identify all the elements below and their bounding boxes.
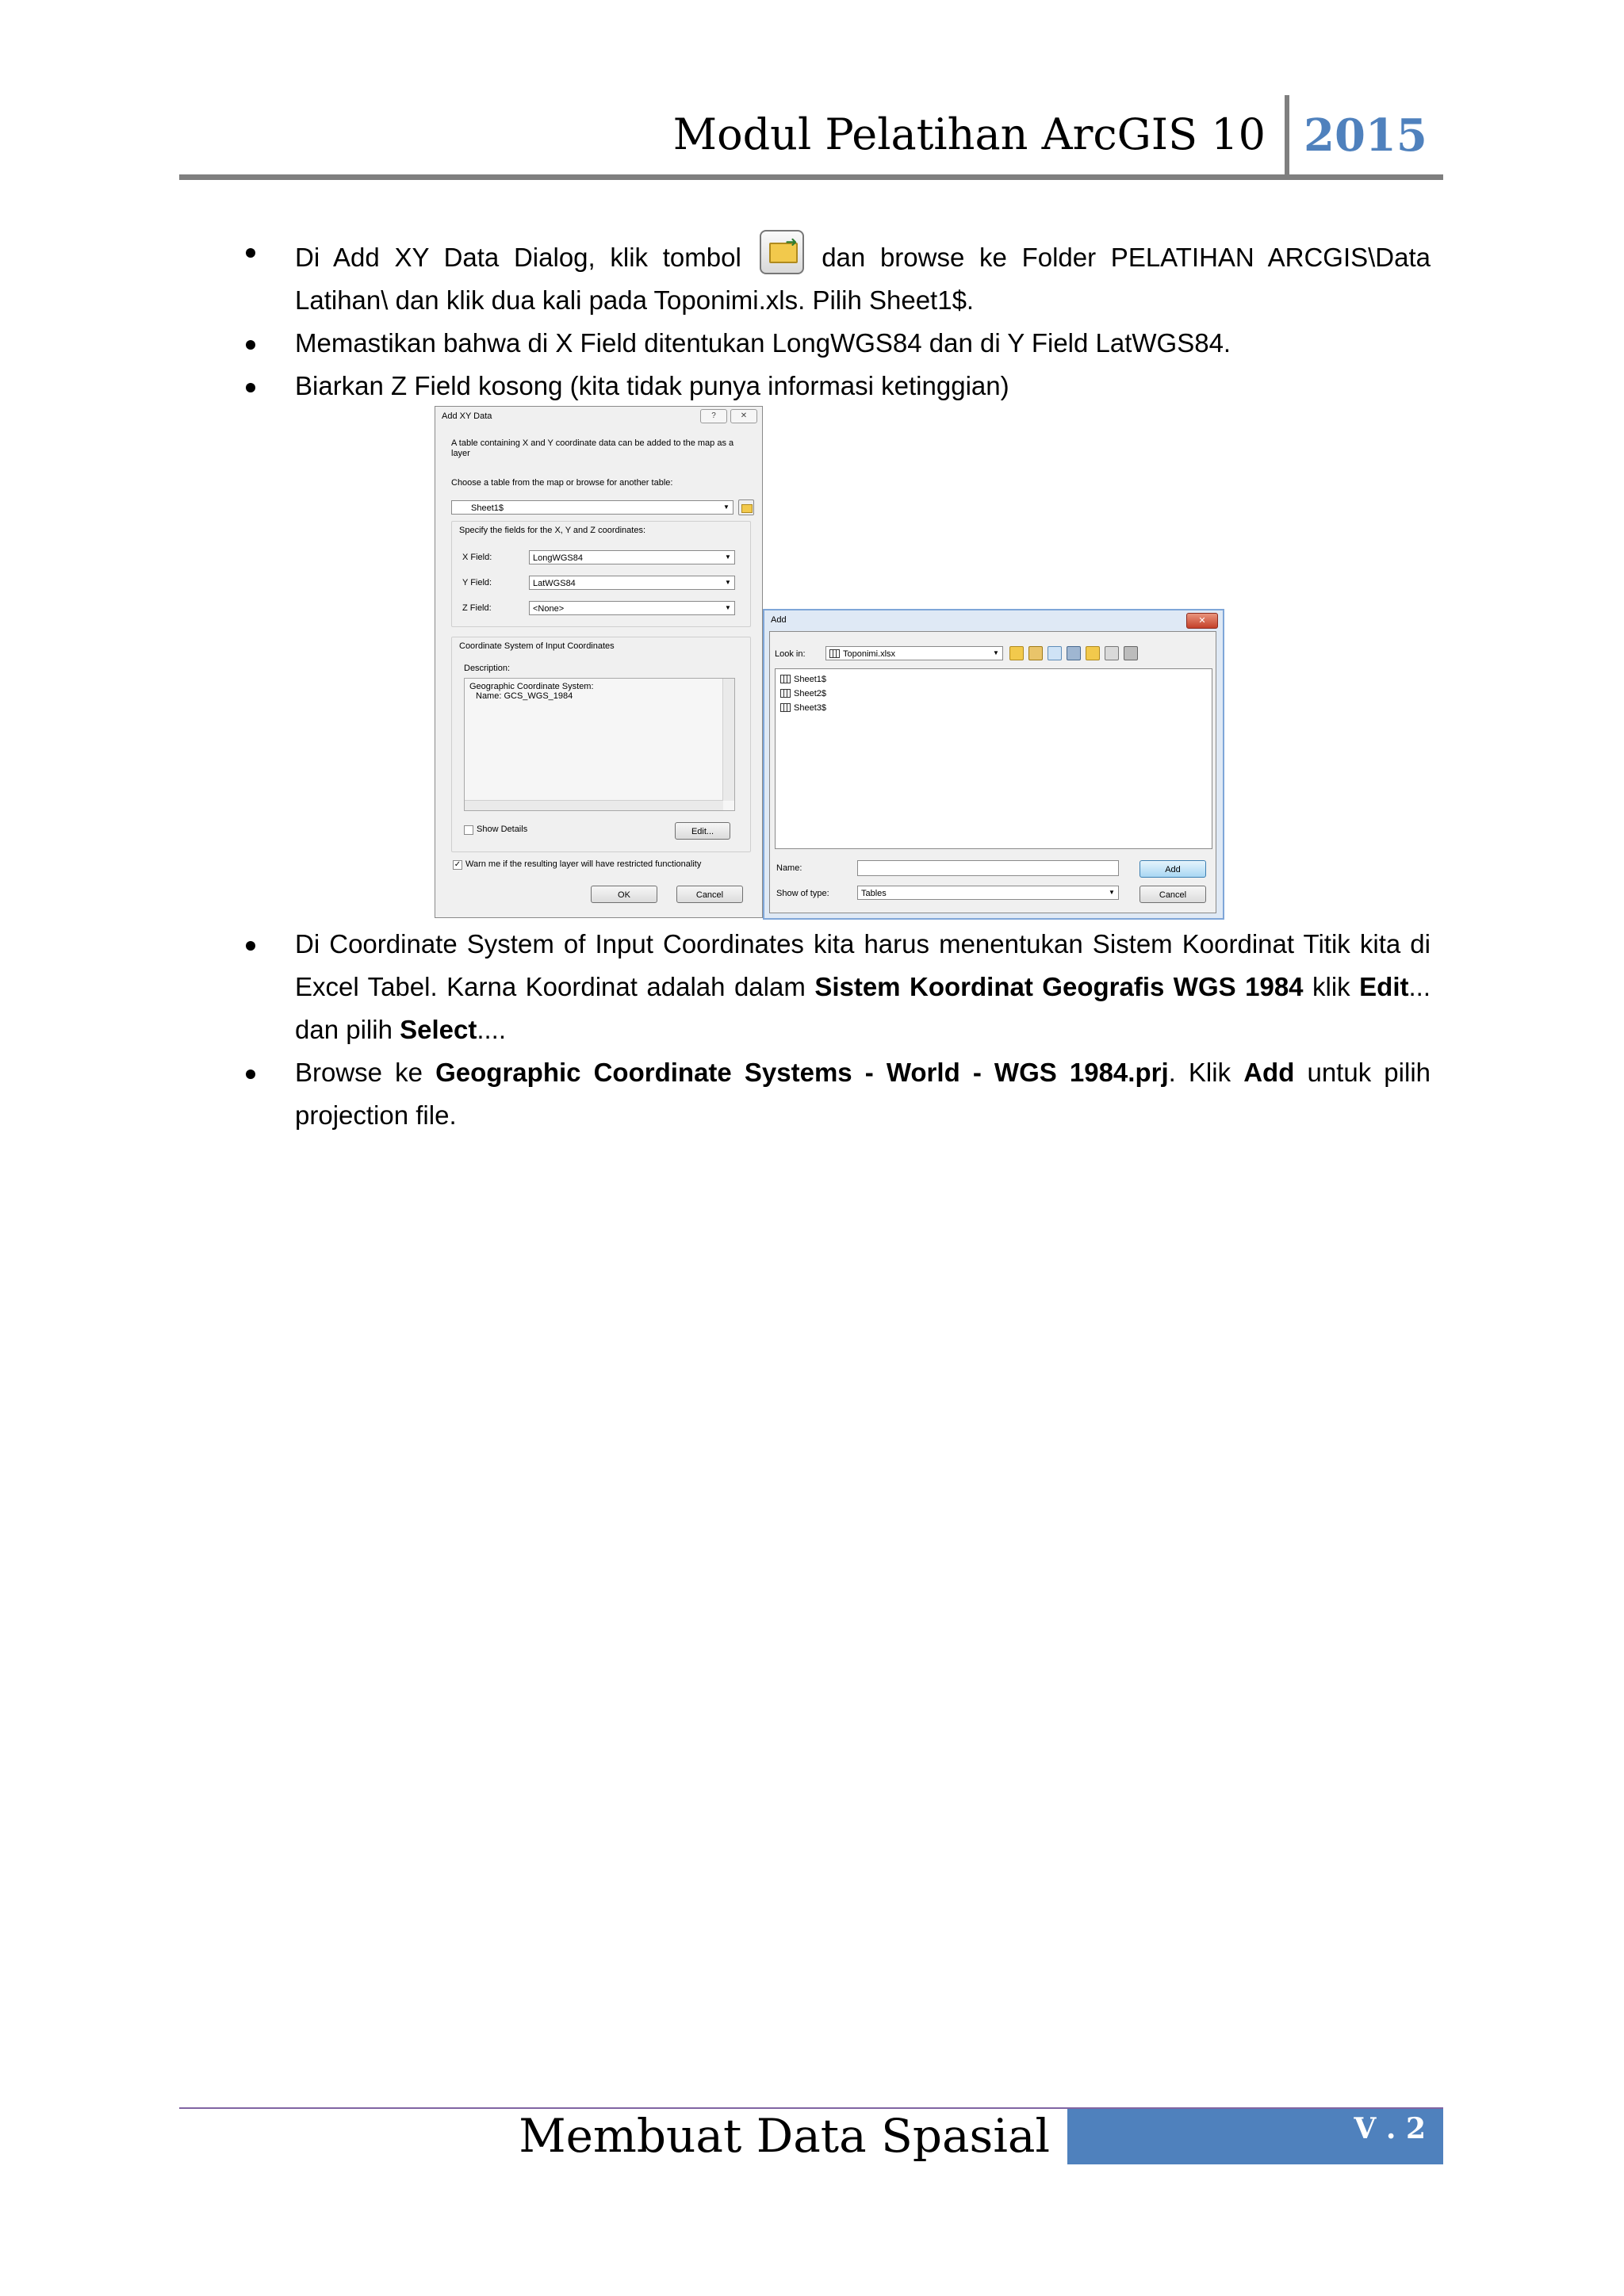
bullet-item bbox=[238, 1051, 1431, 1137]
chevron-down-icon: ▼ bbox=[725, 579, 731, 586]
bullet-bold-text: Select bbox=[400, 1015, 477, 1044]
bullet-list-bottom bbox=[238, 923, 1431, 1137]
y-field-label: Y Field: bbox=[462, 578, 492, 587]
z-field-select[interactable] bbox=[529, 601, 735, 615]
x-field-select[interactable] bbox=[529, 550, 735, 564]
look-in-select[interactable] bbox=[825, 646, 1003, 660]
options-icon[interactable] bbox=[1124, 646, 1138, 660]
z-field-label: Z Field: bbox=[462, 603, 492, 613]
header-year: 2015 bbox=[1304, 109, 1427, 162]
open-folder-icon: ➜ bbox=[760, 230, 804, 274]
table-select[interactable] bbox=[451, 500, 733, 515]
new-folder-icon[interactable] bbox=[1086, 646, 1100, 660]
description-label: Description: bbox=[464, 664, 511, 673]
bullet-bold-text: Sistem Koordinat Geografis WGS 1984 bbox=[814, 972, 1304, 1001]
bullet-text: klik bbox=[1303, 972, 1360, 1001]
dialog-title: Add bbox=[771, 615, 787, 625]
table-icon bbox=[780, 689, 791, 698]
bullet-text: Memastikan bahwa di X Field ditentukan LongWGS84 dan di Y Field LatWGS84. bbox=[295, 328, 1231, 358]
bullet-item bbox=[238, 230, 1431, 322]
look-in-value: Toponimi.xlsx bbox=[843, 649, 896, 659]
open-folder-icon[interactable] bbox=[738, 499, 754, 515]
show-of-type-value: Tables bbox=[861, 889, 887, 898]
ok-button[interactable]: OK bbox=[591, 886, 657, 903]
show-details-label: Show Details bbox=[477, 825, 528, 834]
cancel-button[interactable]: Cancel bbox=[676, 886, 743, 903]
y-field-select[interactable] bbox=[529, 576, 735, 590]
file-list[interactable] bbox=[775, 668, 1212, 849]
bullet-item bbox=[238, 923, 1431, 1051]
view-list-icon[interactable] bbox=[1067, 646, 1081, 660]
x-field-label: X Field: bbox=[462, 553, 492, 562]
connect-folder-icon[interactable] bbox=[1048, 646, 1062, 660]
footer-title: Membuat Data Spasial bbox=[519, 2109, 1050, 2163]
add-dialog-toolbar bbox=[1009, 646, 1138, 662]
bullet-bold-text: Edit bbox=[1359, 972, 1409, 1001]
bullet-list-top bbox=[238, 230, 1431, 408]
list-item-label: Sheet1$ bbox=[794, 675, 826, 684]
choose-table-label: Choose a table from the map or browse for another table: bbox=[451, 478, 673, 488]
list-item-label: Sheet2$ bbox=[794, 689, 826, 698]
description-line: Name: GCS_WGS_1984 bbox=[476, 691, 573, 701]
chevron-down-icon: ▼ bbox=[1109, 889, 1115, 896]
specify-fields-label: Specify the fields for the X, Y and Z coordinates: bbox=[459, 526, 646, 535]
show-details-checkbox[interactable] bbox=[464, 825, 473, 835]
description-line: Geographic Coordinate System: bbox=[469, 682, 594, 691]
x-field-value: LongWGS84 bbox=[533, 553, 583, 563]
bullet-text: Biarkan Z Field kosong (kita tidak punya informasi ketinggian) bbox=[295, 371, 1009, 400]
table-icon bbox=[780, 675, 791, 683]
up-folder-icon[interactable] bbox=[1009, 646, 1024, 660]
home-icon[interactable] bbox=[1028, 646, 1043, 660]
chevron-down-icon: ▼ bbox=[723, 503, 730, 511]
list-item[interactable] bbox=[780, 701, 826, 715]
vertical-scrollbar[interactable] bbox=[722, 679, 734, 801]
bullet-text: .... bbox=[477, 1015, 507, 1044]
header-rule bbox=[179, 174, 1443, 180]
bullet-text: untuk pilih projection file. bbox=[295, 1058, 1431, 1130]
add-dialog bbox=[763, 609, 1224, 920]
table-select-value: Sheet1$ bbox=[471, 503, 504, 513]
show-of-type-label: Show of type: bbox=[776, 889, 829, 898]
chevron-down-icon: ▼ bbox=[725, 553, 731, 561]
horizontal-scrollbar[interactable] bbox=[465, 800, 723, 810]
dialog-screenshot bbox=[435, 406, 1224, 918]
dialog-title: Add XY Data bbox=[442, 411, 492, 421]
bullet-item bbox=[238, 322, 1431, 365]
bullet-text: Di Coordinate System of Input Coordinates kita harus menentukan Sistem Koordinat Titik kita di Excel Tabel. Karna Koordinat adalah dalam bbox=[295, 929, 1431, 1001]
chevron-down-icon: ▼ bbox=[993, 649, 999, 656]
bullet-item bbox=[238, 365, 1431, 408]
edit-button[interactable]: Edit... bbox=[675, 822, 730, 840]
footer-version-box bbox=[1067, 2109, 1443, 2164]
warn-checkbox[interactable]: ✓ bbox=[454, 860, 462, 869]
warn-label: Warn me if the resulting layer will have restricted functionality bbox=[465, 859, 702, 869]
add-dialog-body bbox=[769, 631, 1216, 913]
footer-version: V . 2 bbox=[1354, 2112, 1426, 2145]
table-icon bbox=[780, 703, 791, 712]
header-title: Modul Pelatihan ArcGIS 10 bbox=[672, 109, 1266, 159]
list-item[interactable] bbox=[780, 687, 826, 701]
z-field-value: <None> bbox=[533, 604, 565, 614]
excel-icon bbox=[829, 649, 840, 658]
name-label: Name: bbox=[776, 863, 802, 873]
list-item[interactable] bbox=[780, 672, 826, 687]
help-button[interactable]: ? bbox=[700, 409, 727, 423]
look-in-label: Look in: bbox=[775, 649, 806, 659]
bullet-text: . Klik bbox=[1168, 1058, 1244, 1087]
bullet-bold-text: Geographic Coordinate Systems - World - WGS 1984.prj bbox=[435, 1058, 1169, 1087]
catalog-icon[interactable] bbox=[1105, 646, 1119, 660]
chevron-down-icon: ▼ bbox=[725, 604, 731, 611]
show-of-type-select[interactable] bbox=[857, 886, 1119, 900]
bullet-text: ... dan pilih bbox=[295, 972, 1431, 1044]
bullet-text: dan browse ke Folder PELATIHAN ARCGIS\Data Latihan\ dan klik dua kali pada Toponimi.xls. Pilih Sheet1$. bbox=[295, 243, 1431, 315]
coordinate-system-label: Coordinate System of Input Coordinates bbox=[459, 641, 615, 651]
intro-text: A table containing X and Y coordinate data can be added to the map as a layer bbox=[451, 438, 734, 458]
bullet-text: Browse ke bbox=[295, 1058, 436, 1087]
close-button[interactable]: ✕ bbox=[1186, 613, 1218, 629]
add-button[interactable]: Add bbox=[1139, 860, 1206, 878]
dialog-titlebar bbox=[435, 407, 762, 426]
add-xy-data-dialog bbox=[435, 406, 763, 918]
name-input[interactable] bbox=[857, 860, 1119, 876]
dialog-titlebar bbox=[764, 610, 1223, 629]
cancel-button[interactable]: Cancel bbox=[1139, 886, 1206, 903]
header-separator bbox=[1285, 95, 1289, 174]
page-header bbox=[179, 95, 1443, 182]
list-item-label: Sheet3$ bbox=[794, 703, 826, 713]
bullet-bold-text: Add bbox=[1243, 1058, 1295, 1087]
bullet-text: Di Add XY Data Dialog, klik tombol bbox=[295, 243, 741, 272]
y-field-value: LatWGS84 bbox=[533, 579, 576, 588]
description-box[interactable] bbox=[464, 678, 735, 811]
close-button[interactable]: ✕ bbox=[730, 409, 757, 423]
